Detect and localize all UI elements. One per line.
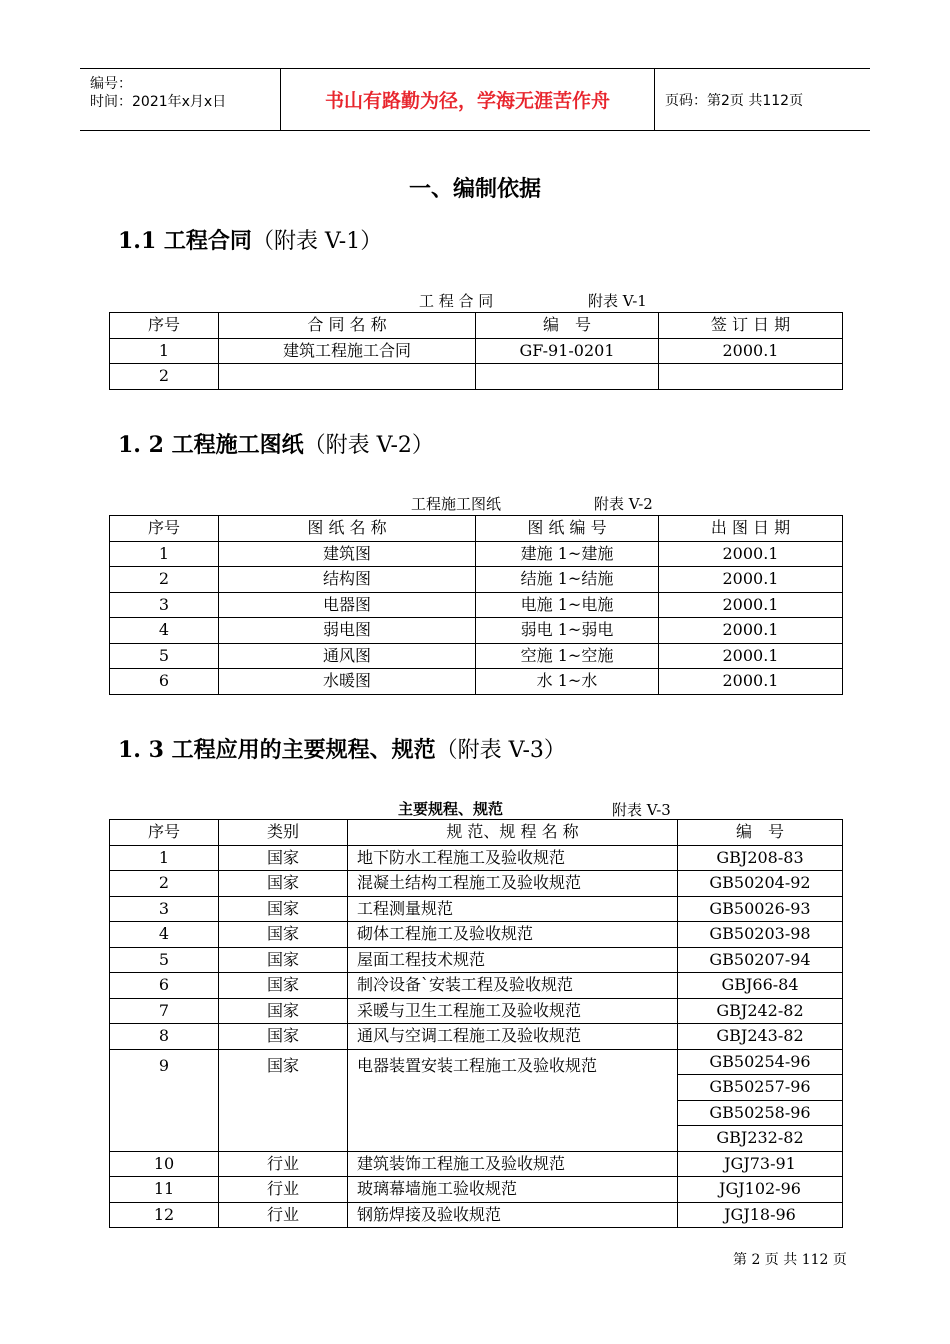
table-cell: GBJ66-84 xyxy=(678,973,843,999)
table-cell: 弱电 1~弱电 xyxy=(476,618,659,644)
table-cell: 地下防水工程施工及验收规范 xyxy=(348,845,678,871)
table-cell: 12 xyxy=(110,1202,219,1228)
table-row xyxy=(110,643,843,669)
table-cell: 2000.1 xyxy=(659,567,843,593)
table-header-row xyxy=(110,820,843,846)
table-cell: 国家 xyxy=(219,1049,348,1151)
table-cell: GB50203-98 xyxy=(678,922,843,948)
table-cell: 结施 1~结施 xyxy=(476,567,659,593)
table-cell: 弱电图 xyxy=(219,618,476,644)
column-header: 编 号 xyxy=(476,313,659,339)
table-cell xyxy=(476,364,659,390)
table-row xyxy=(110,1024,843,1050)
table-cell: GB50257-96 xyxy=(678,1075,843,1101)
column-header: 签 订 日 期 xyxy=(659,313,843,339)
table-cell: 1 xyxy=(110,541,219,567)
column-header: 图 纸 编 号 xyxy=(476,516,659,542)
table-cell: 电施 1~电施 xyxy=(476,592,659,618)
table-cell: GB50204-92 xyxy=(678,871,843,897)
header-meta xyxy=(80,69,281,130)
table-cell: 采暖与卫生工程施工及验收规范 xyxy=(348,998,678,1024)
table-row xyxy=(110,364,843,390)
table-cell xyxy=(659,364,843,390)
section-heading-text: 1.1 工程合同 xyxy=(118,228,252,254)
table-cell: GB50258-96 xyxy=(678,1100,843,1126)
table-cell: JGJ73-91 xyxy=(678,1151,843,1177)
column-header: 规 范、规 程 名 称 xyxy=(348,820,678,846)
section-heading-1 xyxy=(118,224,382,255)
column-header: 编 号 xyxy=(678,820,843,846)
column-header: 序号 xyxy=(110,313,219,339)
section-heading-2 xyxy=(118,428,434,459)
table-header-row xyxy=(110,516,843,542)
section-heading-paren: （附表 V-3） xyxy=(435,738,566,763)
table-row xyxy=(110,973,843,999)
table-cell: 水 1~水 xyxy=(476,669,659,695)
table-cell: 行业 xyxy=(219,1177,348,1203)
table-row xyxy=(110,845,843,871)
main-title: 一、编制依据 xyxy=(408,177,541,202)
standards-table xyxy=(109,819,843,1228)
header-motto: 书山有路勤为径，学海无涯苦作舟 xyxy=(281,69,655,130)
table-cell: 国家 xyxy=(219,845,348,871)
table-cell: GBJ243-82 xyxy=(678,1024,843,1050)
table-cell: 行业 xyxy=(219,1202,348,1228)
table-row xyxy=(110,592,843,618)
table-row xyxy=(110,922,843,948)
table-cell: 电器装置安装工程施工及验收规范 xyxy=(348,1049,678,1151)
table-cell: 8 xyxy=(110,1024,219,1050)
table-cell: 水暖图 xyxy=(219,669,476,695)
table-cell: 2 xyxy=(110,364,219,390)
table-row xyxy=(110,1151,843,1177)
table-cell: 3 xyxy=(110,592,219,618)
table-cell: GF-91-0201 xyxy=(476,338,659,364)
table-cell: 通风图 xyxy=(219,643,476,669)
table-cell: 4 xyxy=(110,618,219,644)
table-cell: 结构图 xyxy=(219,567,476,593)
table-cell: 空施 1~空施 xyxy=(476,643,659,669)
table-cell: 国家 xyxy=(219,947,348,973)
table-cell: 玻璃幕墙施工验收规范 xyxy=(348,1177,678,1203)
table-row xyxy=(110,1202,843,1228)
table-row xyxy=(110,1049,843,1075)
table-caption: 工 程 合 同 xyxy=(419,292,494,310)
table-caption-ref: 附表 V-2 xyxy=(594,495,653,513)
table-row xyxy=(110,947,843,973)
section-heading-text: 1. 2 工程施工图纸 xyxy=(118,432,304,458)
table-cell: 5 xyxy=(110,947,219,973)
table-cell: 建筑装饰工程施工及验收规范 xyxy=(348,1151,678,1177)
table-cell: 2000.1 xyxy=(659,541,843,567)
table-cell: 2000.1 xyxy=(659,669,843,695)
table-cell: 3 xyxy=(110,896,219,922)
column-header: 合 同 名 称 xyxy=(219,313,476,339)
table-cell: 建筑图 xyxy=(219,541,476,567)
table-cell: 6 xyxy=(110,669,219,695)
section-heading-text: 1. 3 工程应用的主要规程、规范 xyxy=(118,737,436,763)
table-cell: 2000.1 xyxy=(659,618,843,644)
table-row xyxy=(110,998,843,1024)
table-cell: 钢筋焊接及验收规范 xyxy=(348,1202,678,1228)
table-cell: 国家 xyxy=(219,998,348,1024)
table-cell: 制冷设备`安装工程及验收规范 xyxy=(348,973,678,999)
table-cell: 混凝土结构工程施工及验收规范 xyxy=(348,871,678,897)
table-cell: 2 xyxy=(110,567,219,593)
column-header: 序号 xyxy=(110,820,219,846)
table-cell: 国家 xyxy=(219,922,348,948)
table-cell: 11 xyxy=(110,1177,219,1203)
table-cell: 工程测量规范 xyxy=(348,896,678,922)
table-caption: 工程施工图纸 xyxy=(411,495,502,513)
table-row xyxy=(110,618,843,644)
table-cell: 9 xyxy=(110,1049,219,1151)
table-cell: 电器图 xyxy=(219,592,476,618)
table-row xyxy=(110,567,843,593)
section-heading-paren: （附表 V-2） xyxy=(303,433,434,458)
drawings-table xyxy=(109,515,843,695)
column-header: 类别 xyxy=(219,820,348,846)
column-header: 序号 xyxy=(110,516,219,542)
table-cell: 国家 xyxy=(219,973,348,999)
table-cell: 7 xyxy=(110,998,219,1024)
column-header: 出 图 日 期 xyxy=(659,516,843,542)
table-cell xyxy=(219,364,476,390)
table-row xyxy=(110,669,843,695)
time-label: 时间：2021年x月x日 xyxy=(90,94,227,110)
table-cell: 建筑工程施工合同 xyxy=(219,338,476,364)
table-cell: 4 xyxy=(110,922,219,948)
page-footer: 第 2 页 共 112 页 xyxy=(733,1252,847,1268)
table-cell: GB50254-96 xyxy=(678,1049,843,1075)
table-cell: 国家 xyxy=(219,896,348,922)
table-cell: 1 xyxy=(110,845,219,871)
table-cell: 国家 xyxy=(219,1024,348,1050)
table-row xyxy=(110,1177,843,1203)
table-cell: GBJ242-82 xyxy=(678,998,843,1024)
header-page-info: 页码：第2页 共112页 xyxy=(665,92,804,109)
table-cell: 5 xyxy=(110,643,219,669)
page-header xyxy=(80,68,870,131)
table-cell: GBJ232-82 xyxy=(678,1126,843,1152)
table-cell: 2000.1 xyxy=(659,592,843,618)
table-row xyxy=(110,896,843,922)
table-cell: 6 xyxy=(110,973,219,999)
table-cell: 通风与空调工程施工及验收规范 xyxy=(348,1024,678,1050)
table-header-row xyxy=(110,313,843,339)
table-caption-ref: 附表 V-1 xyxy=(588,292,647,310)
column-header: 图 纸 名 称 xyxy=(219,516,476,542)
table-cell: 1 xyxy=(110,338,219,364)
section-heading-3 xyxy=(118,733,566,764)
table-cell: 2 xyxy=(110,871,219,897)
table-cell: GBJ208-83 xyxy=(678,845,843,871)
table-row xyxy=(110,541,843,567)
table-cell: JGJ102-96 xyxy=(678,1177,843,1203)
table-cell: 砌体工程施工及验收规范 xyxy=(348,922,678,948)
table-cell: 2000.1 xyxy=(659,338,843,364)
table-cell: 屋面工程技术规范 xyxy=(348,947,678,973)
table-cell: 国家 xyxy=(219,871,348,897)
table-cell: 建施 1~建施 xyxy=(476,541,659,567)
table-row xyxy=(110,338,843,364)
table-cell: JGJ18-96 xyxy=(678,1202,843,1228)
section-heading-paren: （附表 V-1） xyxy=(251,229,383,254)
table-caption-ref: 附表 V-3 xyxy=(612,801,671,819)
table-cell: 2000.1 xyxy=(659,643,843,669)
table-cell: 行业 xyxy=(219,1151,348,1177)
table-row xyxy=(110,871,843,897)
table-caption: 主要规程、规范 xyxy=(398,800,504,818)
contract-table xyxy=(109,312,843,390)
number-label: 编号： xyxy=(90,76,132,92)
table-cell: GB50207-94 xyxy=(678,947,843,973)
table-cell: 10 xyxy=(110,1151,219,1177)
table-cell: GB50026-93 xyxy=(678,896,843,922)
